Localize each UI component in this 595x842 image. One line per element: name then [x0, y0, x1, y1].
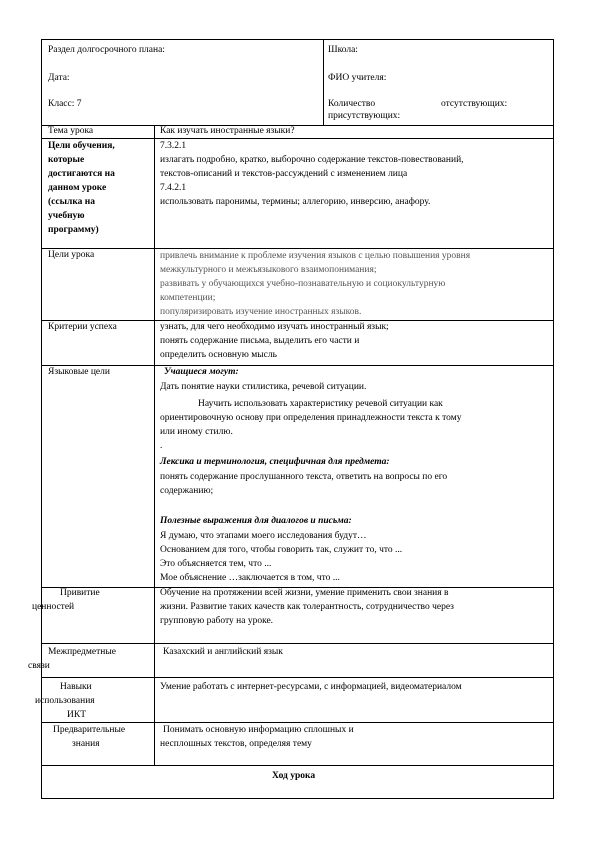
school-label: Школа: — [328, 45, 358, 55]
cross-curricular-value: Казахский и английский язык — [163, 647, 283, 657]
lexicon-line: содержанию; — [160, 486, 214, 496]
phrase-item: Это объясняется тем, что ... — [160, 559, 272, 569]
values-label-2: ценностей — [32, 602, 75, 612]
language-goals-line: Дать понятие науки стилистика, речевой ситуации. — [160, 382, 367, 392]
language-goals-para-line: ориентировочную основу при определения принадлежности текста к тому — [160, 413, 462, 423]
lesson-goals-value-line: межкультурного и межъязыкового взаимопонимания; — [160, 265, 377, 275]
prior-knowledge-value-line: несплошных текстов, определяя тему — [160, 739, 312, 749]
learning-goals-value-line: излагать подробно, кратко, выборочно содержание текстов-повествований, — [160, 155, 464, 165]
lesson-goals-value-line: компетенции; — [160, 293, 216, 303]
values-value-line: жизни. Развитие таких качеств как толерантность, сотрудничество через — [160, 602, 454, 612]
success-criteria-value-line: узнать, для чего необходимо изучать иностранный язык; — [160, 322, 389, 332]
success-criteria-label: Критерии успеха — [48, 322, 117, 332]
learning-goals-label-line: (ссылка на — [48, 197, 96, 207]
language-goals-para-line: или иному стилю. — [160, 427, 233, 437]
teacher-label: ФИО учителя: — [328, 73, 387, 83]
learning-goals-value-line: 7.4.2.1 — [160, 183, 187, 193]
learning-goals-value-line: использовать паронимы, термины; аллегорию, инверсию, анафору. — [160, 197, 431, 207]
attendance-label-2: отсутствующих: — [441, 99, 508, 109]
attendance-label-3: присутствующих: — [328, 111, 401, 121]
lesson-goals-label: Цели урока — [48, 250, 95, 260]
class-label: Класс: 7 — [48, 99, 82, 109]
section-label: Раздел долгосрочного плана: — [48, 45, 165, 55]
ict-label-2: использования — [35, 696, 95, 706]
values-value-line: Обучение на протяжении всей жизни, умение применить свои знания в — [160, 588, 449, 598]
lexicon-heading: Лексика и терминология, специфичная для предмета: — [160, 457, 390, 467]
prior-knowledge-label-1: Предварительные — [53, 725, 126, 735]
learning-goals-label-line: достигаются на — [48, 169, 115, 179]
ict-label-3: ИКТ — [67, 710, 86, 720]
phrase-item: Я думаю, что этапами моего исследования будут… — [160, 531, 367, 541]
values-label-1: Привитие — [60, 588, 100, 598]
language-goals-para-line: Научить использовать характеристику речевой ситуации как — [198, 399, 443, 409]
lesson-goals-value-line: развивать у обучающихся учебно-познавательную и социокультурную — [160, 279, 446, 289]
lesson-goals-value-line: популяризировать изучение иностранных языков. — [160, 307, 362, 317]
learning-goals-value-line: текстов-описаний и текстов-рассуждений с изменением лица — [160, 169, 408, 179]
phrase-item: Основанием для того, чтобы говорить так, служит то, что ... — [160, 545, 403, 555]
phrase-item: Мое объяснение …заключается в том, что ... — [160, 573, 340, 583]
prior-knowledge-value-line: Понимать основную информацию сплошных и — [163, 725, 354, 735]
learning-goals-label-line: Цели обучения, — [48, 141, 115, 151]
success-criteria-value-line: определить основную мысль — [160, 350, 277, 360]
topic-value: Как изучать иностранные языки? — [160, 126, 295, 136]
attendance-label-1: Количество — [328, 99, 376, 109]
topic-label: Тема урока — [48, 126, 94, 136]
cross-curricular-label-2: связи — [28, 661, 50, 671]
success-criteria-value-line: понять содержание письма, выделить его части и — [160, 336, 360, 346]
lesson-flow-heading: Ход урока — [272, 771, 316, 781]
phrases-heading: Полезные выражения для диалогов и письма: — [160, 516, 352, 526]
language-goals-dot: . — [160, 441, 163, 451]
cross-curricular-label-1: Межпредметные — [48, 647, 116, 657]
learning-goals-label-line: данном уроке — [48, 183, 107, 193]
learning-goals-label-line: которые — [48, 155, 85, 165]
lesson-goals-value-line: привлечь внимание к проблеме изучения языков с целью повышения уровня — [160, 251, 471, 261]
date-label: Дата: — [48, 73, 70, 83]
students-can-heading: Учащиеся могут: — [164, 367, 239, 377]
prior-knowledge-label-2: знания — [72, 739, 100, 749]
values-value-line: групповую работу на уроке. — [160, 616, 274, 626]
ict-label-1: Навыки — [60, 682, 92, 692]
ict-value: Умение работать с интернет-ресурсами, с информацией, видеоматериалом — [160, 682, 462, 692]
lexicon-line: понять содержание прослушанного текста, ответить на вопросы по его — [160, 472, 448, 482]
learning-goals-value-line: 7.3.2.1 — [160, 141, 187, 151]
learning-goals-label-line: программу) — [48, 225, 99, 235]
language-goals-label: Языковые цели — [48, 367, 110, 377]
learning-goals-label-line: учебную — [48, 211, 85, 221]
